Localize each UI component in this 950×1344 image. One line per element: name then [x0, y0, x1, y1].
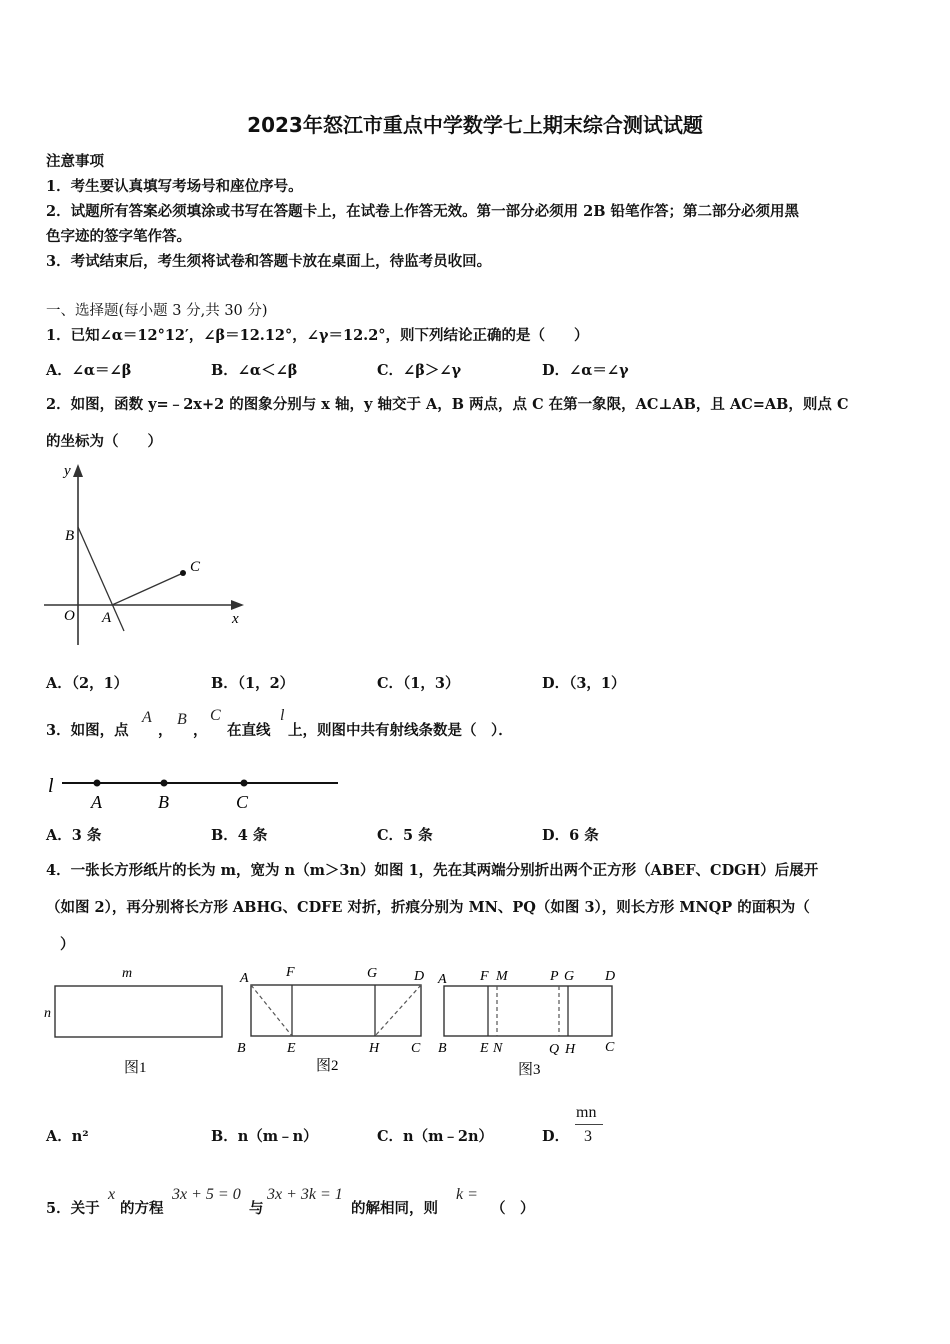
origin-label: O [64, 608, 75, 624]
q2-option-d[interactable]: D．（3，1） [542, 675, 626, 692]
fig2-g: G [367, 966, 378, 981]
point-c-label: C [190, 559, 201, 575]
q3-line-figure [44, 770, 344, 814]
fig3-q: Q [549, 1042, 560, 1057]
q4-option-c[interactable]: C．n（m﹣2n） [377, 1128, 494, 1145]
notice-item-2-cont: 色字迹的签字笔作答。 [46, 228, 191, 245]
q4-fold-figures [40, 962, 630, 1082]
x-axis-label: x [232, 611, 239, 627]
fig1-length-m: m [122, 966, 133, 981]
q3-var-a: A [142, 709, 152, 726]
q3-option-c[interactable]: C．5 条 [377, 827, 433, 844]
notice-item-2: 2．试题所有答案必须填涂或书写在答题卡上，在试卷上作答无效。第一部分必须用 2B 铅笔作答；第二部分必须用黑 [46, 203, 800, 220]
fig3-m: M [496, 969, 508, 984]
notice-item-1: 1．考生要认真填写考场号和座位序号。 [46, 178, 303, 195]
point-a-label: A [102, 610, 112, 626]
fig2-h: H [369, 1041, 380, 1056]
point-c-label: C [236, 792, 249, 812]
question-3-stem-mid: 在直线 [227, 722, 271, 739]
question-3-stem-end: 上，则图中共有射线条数是（ ）． [288, 722, 513, 739]
fig3-a: A [438, 972, 447, 987]
question-4-line-2: （如图 2），再分别将长方形 ABHG、CDFE 对折，折痕分别为 MN、PQ（如图 3），则长方形 MNQP 的面积为（ [46, 899, 810, 916]
fig3-d: D [605, 969, 616, 984]
fig3-c: C [605, 1040, 615, 1055]
q2-option-c[interactable]: C．（1，3） [377, 675, 460, 692]
q4-option-a[interactable]: A．n² [46, 1128, 89, 1145]
question-4-line-3: ） [60, 936, 75, 953]
question-5-answer-blank: （ ） [491, 1200, 535, 1217]
fig3-h: H [565, 1042, 576, 1057]
fig3-b: B [438, 1041, 447, 1056]
point-b-label: B [65, 528, 75, 544]
q4-option-d-numerator: mn [576, 1104, 597, 1121]
question-4-line-1: 4．一张长方形纸片的长为 m，宽为 n（m＞3n）如图 1，先在其两端分别折出两个正方形（ABEF、CDGH）后展开 [46, 862, 819, 879]
q4-option-d[interactable]: D． [542, 1128, 570, 1145]
q1-option-c[interactable]: C．∠β＞∠γ [377, 362, 462, 379]
fig3-p: P [550, 969, 559, 984]
q4-option-d-denominator: 3 [584, 1128, 592, 1145]
fig2-b: B [237, 1041, 246, 1056]
fig3-n: N [493, 1041, 503, 1056]
fig3-e: E [480, 1041, 489, 1056]
q1-option-d[interactable]: D．∠α＝∠γ [542, 362, 629, 379]
question-2-stem-cont: 的坐标为（ ） [46, 433, 162, 450]
fig1-caption: 图1 [124, 1060, 147, 1076]
q2-option-b[interactable]: B．（1，2） [211, 675, 295, 692]
fraction-bar [575, 1124, 603, 1125]
q2-option-a[interactable]: A．（2，1） [46, 675, 129, 692]
q3-comma-1: ， [158, 722, 173, 739]
section-heading: 一、选择题(每小题 3 分,共 30 分) [46, 303, 268, 319]
q3-comma-2: ， [193, 722, 208, 739]
q3-var-b: B [177, 711, 187, 728]
q2-coordinate-figure [40, 455, 255, 650]
q3-option-d[interactable]: D．6 条 [542, 827, 599, 844]
fig2-a: A [240, 971, 249, 986]
question-5-part-4: 的解相同，则 [351, 1200, 438, 1217]
point-a-label: A [91, 792, 102, 812]
point-b-label: B [158, 792, 169, 812]
q4-option-b[interactable]: B．n（m﹣n） [211, 1128, 318, 1145]
fig3-g: G [564, 969, 575, 984]
fig2-c: C [411, 1041, 421, 1056]
question-2-stem: 2．如图，函数 y=﹣2x+2 的图象分别与 x 轴，y 轴交于 A，B 两点，点 C 在第一象限，AC⊥AB，且 AC=AB，则点 C [46, 396, 849, 413]
q5-equation-1: 3x + 5 = 0 [172, 1186, 241, 1203]
notice-heading: 注意事项 [46, 153, 104, 170]
question-3-stem-start: 3．如图，点 [46, 722, 129, 739]
fig1-width-n: n [44, 1006, 51, 1021]
q5-equation-2: 3x + 3k = 1 [267, 1186, 343, 1203]
question-1-stem: 1．已知∠α＝12°12′，∠β＝12.12°，∠γ＝12.2°，则下列结论正确的是（ ） [46, 327, 589, 344]
line-l-label: l [48, 775, 54, 797]
q3-var-c: C [210, 707, 221, 724]
q5-var-x: x [108, 1186, 116, 1203]
question-5-part-2: 的方程 [120, 1200, 164, 1217]
y-axis-label: y [64, 463, 71, 479]
q1-option-b[interactable]: B．∠α＜∠β [211, 362, 298, 379]
fig3-caption: 图3 [518, 1062, 541, 1078]
fig3-f: F [480, 969, 489, 984]
q5-var-k: k = [456, 1186, 478, 1203]
fig2-e: E [287, 1041, 296, 1056]
q1-option-a[interactable]: A．∠α＝∠β [46, 362, 132, 379]
q3-option-b[interactable]: B．4 条 [211, 827, 268, 844]
q3-option-a[interactable]: A．3 条 [46, 827, 102, 844]
fig2-caption: 图2 [316, 1058, 339, 1074]
question-5-part-3: 与 [249, 1200, 264, 1217]
fig2-d: D [414, 969, 425, 984]
question-5-part-1: 5．关于 [46, 1200, 100, 1217]
fig2-f: F [286, 965, 295, 980]
notice-item-3: 3．考试结束后，考生须将试卷和答题卡放在桌面上，待监考员收回。 [46, 253, 492, 270]
q3-var-l: l [280, 707, 285, 724]
page-title: 2023年怒江市重点中学数学七上期末综合测试试题 [247, 113, 703, 137]
